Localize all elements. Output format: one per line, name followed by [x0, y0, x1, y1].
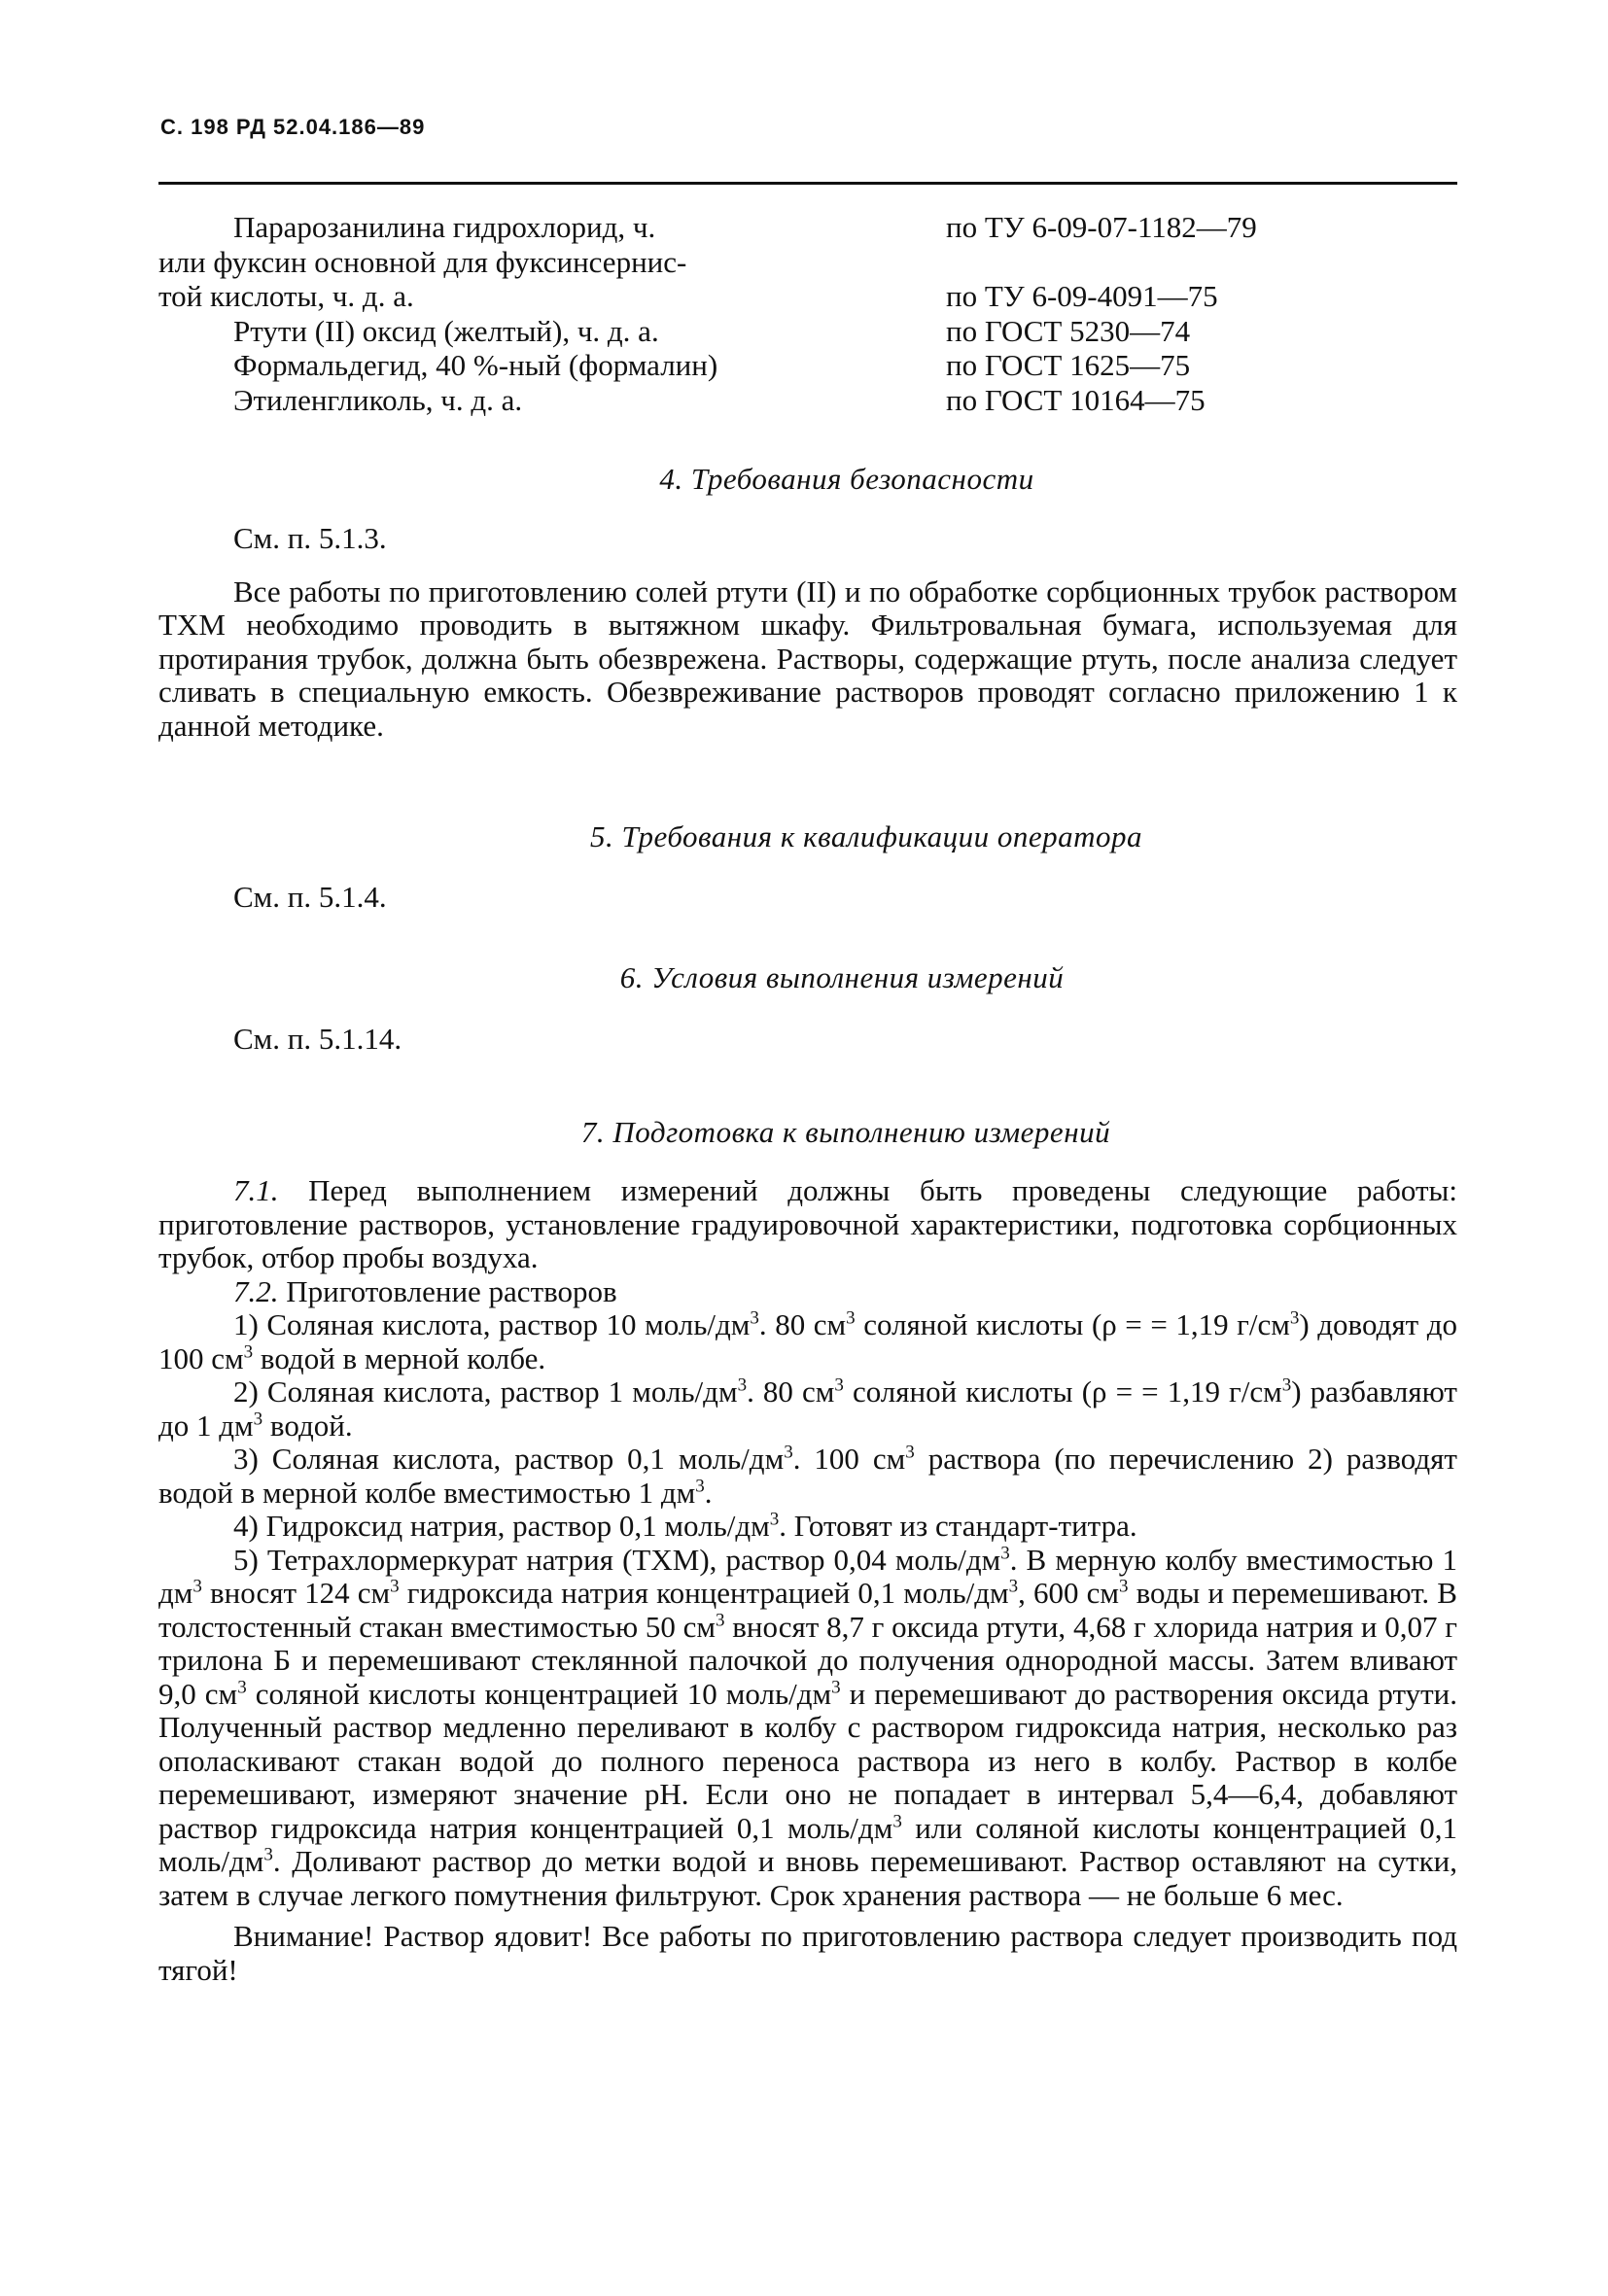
heading-text: 6. Условия выполнения измерений: [619, 960, 1065, 994]
clause-number: 7.2.: [233, 1273, 279, 1308]
superscript: 3: [846, 1307, 856, 1329]
reagent-name: Этиленгликоль, ч. д. а.: [233, 382, 523, 417]
superscript: 3: [1289, 1307, 1300, 1329]
reagent-spec: по ГОСТ 1625—75: [946, 348, 1191, 382]
reagent-name: Формальдегид, 40 %-ный (формалин): [233, 348, 718, 382]
reagent-row: [158, 245, 1457, 280]
safety-paragraph: Все работы по приготовлению солей ртути (II) и по обработке сорбционных трубок раствором ТХМ необходимо проводить в вытяжном шкафу. Фильтровальная бумага, используемая для протирания трубок, должна быть обезврежена. Растворы, содержащие ртуть, после анализа следует сливать в специальную емкость. Обезвреживание растворов проводят согласно приложению 1 к данной методике.: [158, 574, 1457, 743]
superscript: 3: [750, 1307, 759, 1329]
reagent-name: Парарозанилина гидрохлорид, ч.: [233, 210, 656, 244]
text-run: . Готовят из стандарт-титра.: [779, 1509, 1137, 1543]
superscript: 3: [769, 1509, 780, 1530]
superscript: 3: [737, 1374, 748, 1396]
item-3-hydrochloric-acid-01: [158, 1443, 1457, 1510]
superscript: 3: [905, 1442, 915, 1463]
text-run: соляной кислоты (ρ = = 1,19 г/см: [843, 1374, 1282, 1409]
text-run: или соляной кислоты концентрацией 0,1 моль/дм: [158, 1810, 1457, 1878]
heading-text: 4. Требования безопасности: [659, 462, 1034, 496]
reagent-spec: по ГОСТ 5230—74: [946, 313, 1191, 348]
reagent-name: той кислоты, ч. д. а.: [158, 279, 414, 313]
superscript: 3: [716, 1610, 725, 1631]
reagent-spec: по ГОСТ 10164—75: [946, 382, 1206, 417]
superscript: 3: [784, 1442, 793, 1463]
running-header: С. 198 РД 52.04.186—89: [160, 115, 426, 139]
text-run: . 80 см: [758, 1307, 847, 1341]
paragraph-7-2: [158, 1275, 1457, 1309]
superscript: 3: [1000, 1543, 1010, 1564]
reagent-spec: по ТУ 6-09-07-1182—79: [946, 210, 1257, 244]
superscript: 3: [390, 1576, 400, 1597]
text-run: 3) Соляная кислота, раствор 0,1 моль/дм: [233, 1442, 785, 1476]
section-heading-safety: [158, 462, 1457, 497]
superscript: 3: [237, 1677, 247, 1698]
text-run: вносят 124 см: [201, 1576, 391, 1610]
superscript: 3: [1281, 1374, 1292, 1396]
reagent-row: [158, 279, 1457, 314]
cross-reference: См. п. 5.1.14.: [233, 1022, 402, 1056]
header-rule: [158, 182, 1457, 185]
paragraph-7-1: [158, 1174, 1457, 1275]
text-run: гидроксида натрия концентрацией 0,1 моль/дм: [399, 1576, 1009, 1610]
text-run: соляной кислоты (ρ = = 1,19 г/см: [855, 1307, 1290, 1341]
text-run: . 100 см: [792, 1442, 906, 1476]
superscript: 3: [892, 1811, 902, 1832]
text-run: . 80 см: [747, 1374, 835, 1409]
reagent-row: [158, 210, 1457, 245]
item-4-sodium-hydroxide: [158, 1510, 1457, 1544]
text-run: и перемешивают до растворения оксида ртути. Полученный раствор медленно переливают в колбу с раствором гидроксида натрия, несколько раз ополаскивают стакан водой до полного переноса раствора из него в колбу. Раствор в колбе перемешивают, измеряют значение pH. Если оно не попадает в интервал 5,4—6,4, добавляют раствор гидроксида натрия концентрацией 0,1 моль/дм: [158, 1676, 1457, 1845]
superscript: 3: [1008, 1576, 1019, 1597]
section-conditions-body: [158, 1023, 1457, 1057]
superscript: 3: [192, 1576, 202, 1597]
reagent-spec: по ТУ 6-09-4091—75: [946, 279, 1218, 313]
text-run: . В мерную колбу вместимостью 1 дм: [158, 1542, 1457, 1610]
text-run: водой.: [262, 1408, 353, 1443]
reagent-row: [158, 383, 1457, 418]
text-run: .: [704, 1475, 713, 1510]
text-run: , 600 см: [1018, 1576, 1119, 1610]
item-2-hydrochloric-acid-1: [158, 1375, 1457, 1443]
text-run: раствора (по перечислению 2) разводят водой в мерной колбе вместимостью 1 дм: [158, 1442, 1457, 1510]
text-run: 4) Гидроксид натрия, раствор 0,1 моль/дм: [233, 1509, 770, 1543]
text-run: воды и перемешивают. В толстостенный стакан вместимостью 50 см: [158, 1576, 1457, 1644]
item-1-hydrochloric-acid-10: [158, 1308, 1457, 1375]
superscript: 3: [695, 1476, 705, 1497]
clause-text: Перед выполнением измерений должны быть проведены следующие работы: приготовление растворов, установление градуировочной характеристики, подготовка сорбционных трубок, отбор пробы воздуха.: [158, 1173, 1457, 1274]
reagents-list: [158, 210, 1457, 417]
superscript: 3: [834, 1374, 844, 1396]
warning-paragraph: Внимание! Раствор ядовит! Все работы по приготовлению раствора следует производить под тягой!: [158, 1919, 1457, 1987]
superscript: 3: [243, 1341, 254, 1363]
text-run: водой в мерной колбе.: [253, 1340, 546, 1375]
reagent-name: Ртути (II) оксид (желтый), ч. д. а.: [233, 313, 659, 348]
text-run: ) доводят до 100 см: [158, 1307, 1457, 1375]
section-heading-preparation: [158, 1115, 1457, 1150]
text-run: 2) Соляная кислота, раствор 1 моль/дм: [233, 1374, 738, 1409]
text-run: вносят 8,7 г оксида ртути, 4,68 г хлорида натрия и 0,07 г трилона Б и перемешивают стеклянной палочкой до получения однородной массы. Затем вливают 9,0 см: [158, 1609, 1457, 1711]
superscript: 3: [263, 1844, 273, 1865]
section-safety-body: [158, 522, 1457, 743]
superscript: 3: [831, 1677, 841, 1698]
section-heading-conditions: [158, 960, 1457, 995]
reagent-row: [158, 314, 1457, 349]
text-run: 1) Соляная кислота, раствор 10 моль/дм: [233, 1307, 751, 1341]
text-run: . Доливают раствор до метки водой и вновь перемешивают. Раствор оставляют на сутки, затем в случае легкого помутнения фильтруют. Срок хранения раствора — не больше 6 мес.: [158, 1844, 1457, 1912]
text-run: соляной кислоты концентрацией 10 моль/дм: [246, 1676, 832, 1711]
heading-text: 5. Требования к квалификации оператора: [590, 819, 1142, 853]
cross-reference: См. п. 5.1.4.: [233, 880, 387, 914]
reagent-row: [158, 348, 1457, 383]
section-preparation-body: [158, 1174, 1457, 1987]
section-heading-qualification: [158, 819, 1457, 854]
reagent-name: или фуксин основной для фуксинсернис-: [158, 244, 687, 279]
clause-text: Приготовление растворов: [278, 1273, 617, 1308]
superscript: 3: [1118, 1576, 1129, 1597]
heading-text: 7. Подготовка к выполнению измерений: [580, 1115, 1111, 1149]
text-run: 5) Тетрахлормеркурат натрия (ТХМ), раствор 0,04 моль/дм: [233, 1542, 1001, 1577]
item-5-tetrachloromercurate: [158, 1544, 1457, 1913]
cross-reference: См. п. 5.1.3.: [233, 521, 387, 555]
clause-number: 7.1.: [233, 1173, 279, 1207]
superscript: 3: [253, 1409, 263, 1430]
section-qualification-body: [158, 881, 1457, 915]
text-run: ) разбавляют до 1 дм: [158, 1374, 1457, 1443]
